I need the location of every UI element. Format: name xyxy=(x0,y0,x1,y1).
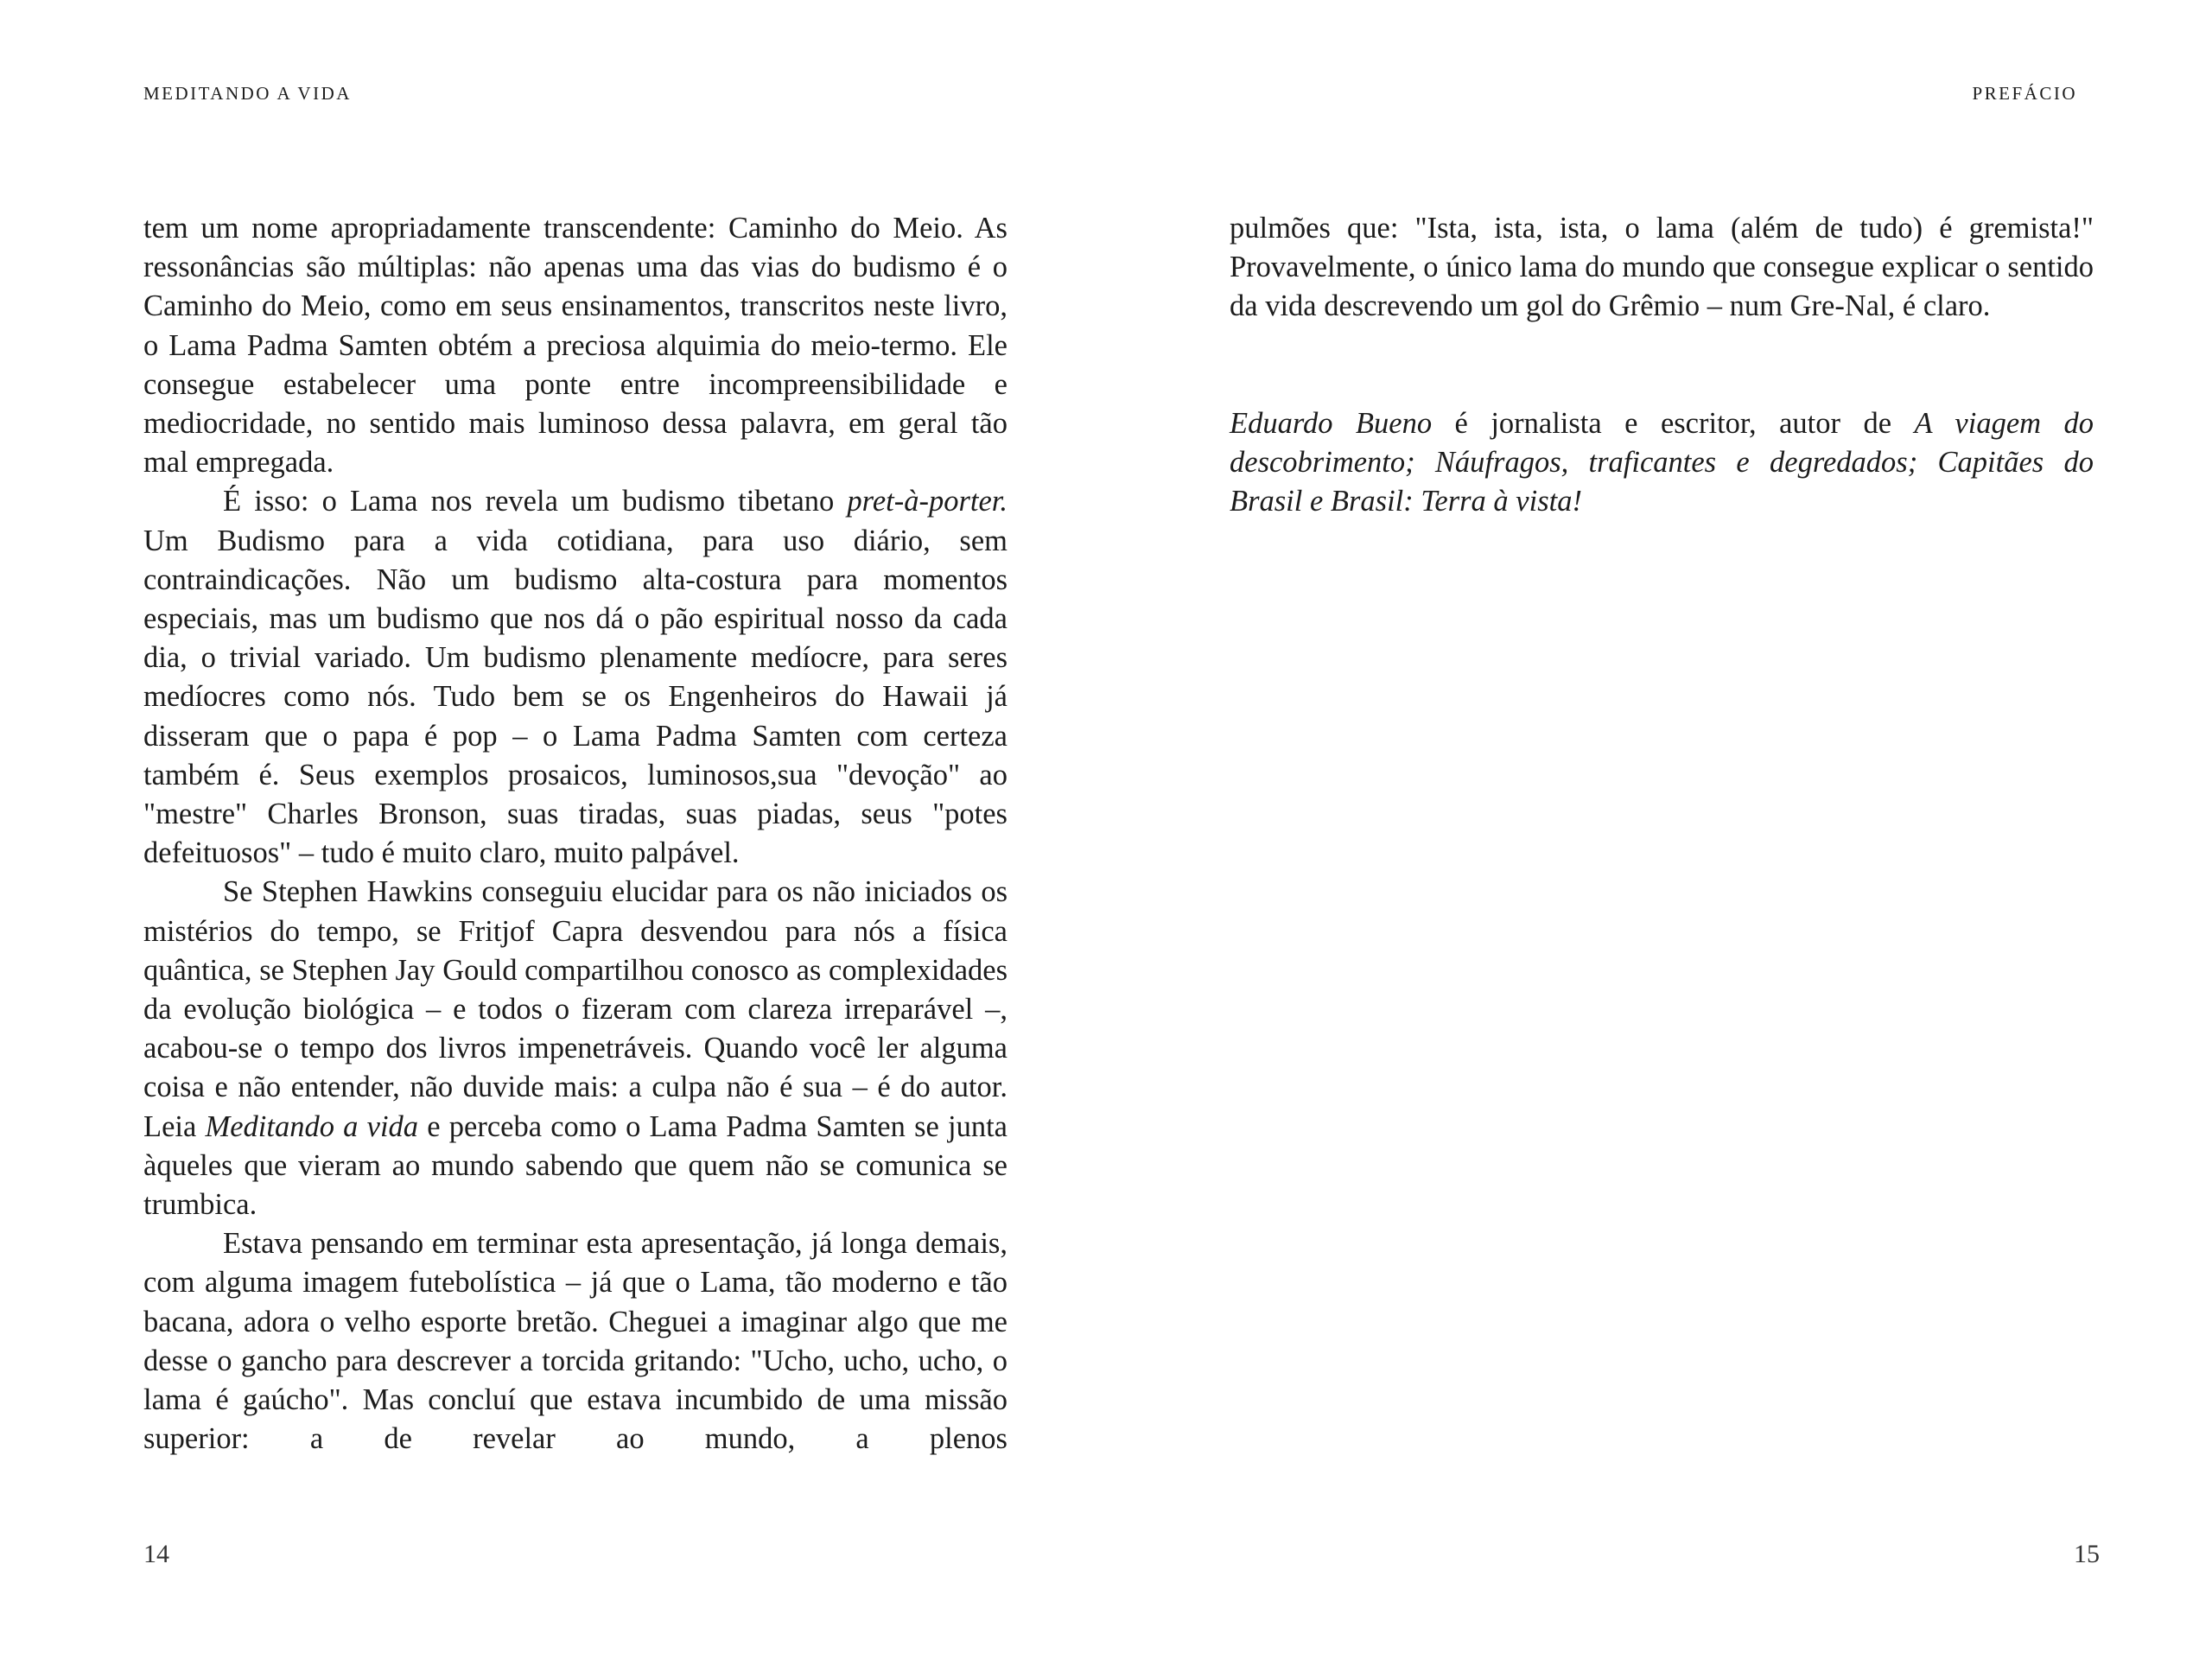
text-run: É isso: o Lama nos revela um budismo tibetano xyxy=(223,485,848,518)
paragraph xyxy=(143,873,1007,1224)
paragraph: tem um nome apropriadamente transcendente: Caminho do Meio. As ressonâncias são múltiplas: não apenas uma das vias do budismo é o Caminho do Meio, como em seus ensinamentos, transcritos neste livro, o Lama Padma Samten obtém a preciosa alquimia do meio-termo. Ele consegue estabelecer uma ponte entre incompreensibilidade e mediocridade, no sentido mais luminoso dessa palavra, em geral tão mal empregada. xyxy=(143,212,1007,480)
italic-text: pret-à-porter. xyxy=(847,485,1007,518)
author-works: A viagem do descobrimento; Náufragos, traficantes e degredados; Capitães do Brasil e Brasil: Terra à vista! xyxy=(1230,407,2094,518)
author-bio xyxy=(1230,404,2094,522)
right-page xyxy=(1106,0,2212,1659)
text-run: e perceba como o Lama Padma Samten se junta àqueles que vieram ao mundo sabendo que quem não se comunica se trumbica. xyxy=(143,1109,1007,1222)
page-number: 14 xyxy=(143,1540,169,1568)
text-run: Um Budismo para a vida cotidiana, para uso diário, sem contraindicações. Não um budismo alta-costura para momentos especiais, mas um budismo que nos dá o pão espiritual nosso da cada dia, o trivial variado. Um budismo plenamente medíocre, para seres medíocres como nós. Tudo bem se os Engenheiros do Hawaii já disseram que o papa é pop – o Lama Padma Samten com certeza também é. Seus exemplos prosaicos, luminosos,sua "devoção" ao "mestre" Charles Bronson, suas tiradas, suas piadas, seus "potes defeituosos" – tudo é muito claro, muito palpável. xyxy=(143,524,1007,870)
paragraph: Estava pensando em terminar esta apresentação, já longa demais, com alguma imagem futebolística – já que o Lama, tão moderno e tão bacana, adora o velho esporte bretão. Cheguei a imaginar algo que me desse o gancho para descrever a torcida gritando: "Ucho, ucho, ucho, o lama é gaúcho". Mas concluí que estava incumbido de uma missão superior: a de revelar ao mundo, a plenos xyxy=(143,1227,1007,1456)
body-text xyxy=(143,209,1007,1459)
running-head-chapter-title: PREFÁCIO xyxy=(1972,83,2077,104)
italic-text: Meditando a vida xyxy=(205,1109,419,1143)
paragraph xyxy=(143,482,1007,873)
text-run: é jornalista e escritor, autor de xyxy=(1432,407,1915,440)
body-text xyxy=(1230,209,2094,522)
running-head-book-title: MEDITANDO A VIDA xyxy=(143,83,352,104)
page-number: 15 xyxy=(2074,1540,2100,1568)
author-name: Eduardo Bueno xyxy=(1230,407,1433,440)
text-run: Se Stephen Hawkins conseguiu elucidar para os não iniciados os mistérios do tempo, se Fritjof Capra desvendou para nós a física quântica, se Stephen Jay Gould compartilhou conosco as complexidades da evolução biológica – e todos o fizeram com clareza irreparável –, acabou-se o tempo dos livros impenetráveis. Quando você ler alguma coisa e não entender, não duvide mais: a culpa não é sua – é do autor. Leia xyxy=(143,875,1007,1143)
paragraph: pulmões que: "Ista, ista, ista, o lama (além de tudo) é gremista!" Provavelmente, o único lama do mundo que consegue explicar o sentido da vida descrevendo um gol do Grêmio – num Gre-Nal, é claro. xyxy=(1230,212,2094,323)
